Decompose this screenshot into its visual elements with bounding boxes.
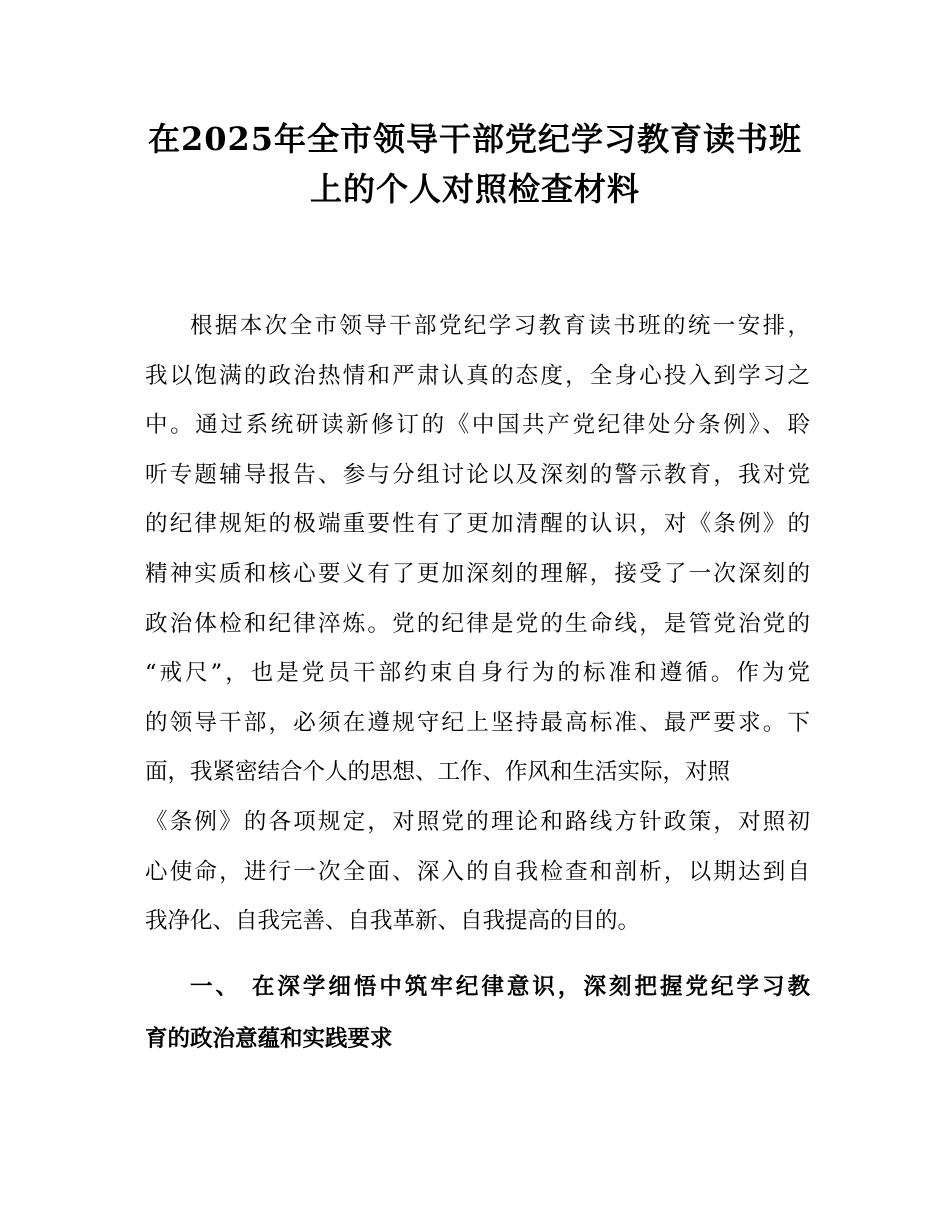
paragraph-line-12: 心使命，进行一次全面、深入的自我检查和剖析，以期达到自 [145, 858, 810, 885]
paragraph-line-9: 的领导干部，必须在遵规守纪上坚持最高标准、最严要求。下 [145, 709, 810, 736]
paragraph-line-6: 精神实质和核心要义有了更加深刻的理解，接受了一次深刻的 [145, 560, 810, 587]
section-heading-1 [145, 961, 810, 1065]
paragraph-line-10: 面，我紧密结合个人的思想、工作、作风和生活实际，对照 [145, 759, 731, 786]
paragraph-line-2: 我以饱满的政治热情和严肃认真的态度，全身心投入到学习之 [145, 362, 810, 389]
section-heading-line-1: 一、 在深学细悟中筑牢纪律意识，深刻把握党纪学习教 [190, 974, 810, 1000]
title-line-1: 在2025年全市领导干部党纪学习教育读书班 [147, 120, 803, 158]
section-heading-line-2: 育的政治意蕴和实践要求 [145, 1026, 393, 1052]
paragraph-line-5: 的纪律规矩的极端重要性有了更加清醒的认识，对《条例》的 [145, 511, 810, 538]
paragraph-line-1: 根据本次全市领导干部党纪学习教育读书班的统一安排， [190, 313, 810, 339]
intro-paragraph [145, 302, 810, 947]
paragraph-line-13: 我净化、自我完善、自我革新、自我提高的目的。 [145, 908, 641, 935]
title-line-2: 上的个人对照检查材料 [309, 170, 640, 208]
paragraph-line-3: 中。通过系统研读新修订的《中国共产党纪律处分条例》、聆 [145, 412, 810, 439]
paragraph-line-7: 政治体检和纪律淬炼。党的纪律是党的生命线，是管党治党的 [145, 610, 810, 637]
document-title [120, 114, 830, 214]
paragraph-line-8: “戒尺”，也是党员干部约束自身行为的标准和遵循。作为党 [145, 660, 810, 687]
paragraph-line-11: 《条例》的各项规定，对照党的理论和路线方针政策，对照初 [145, 808, 810, 835]
paragraph-line-4: 听专题辅导报告、参与分组讨论以及深刻的警示教育，我对党 [145, 461, 810, 488]
